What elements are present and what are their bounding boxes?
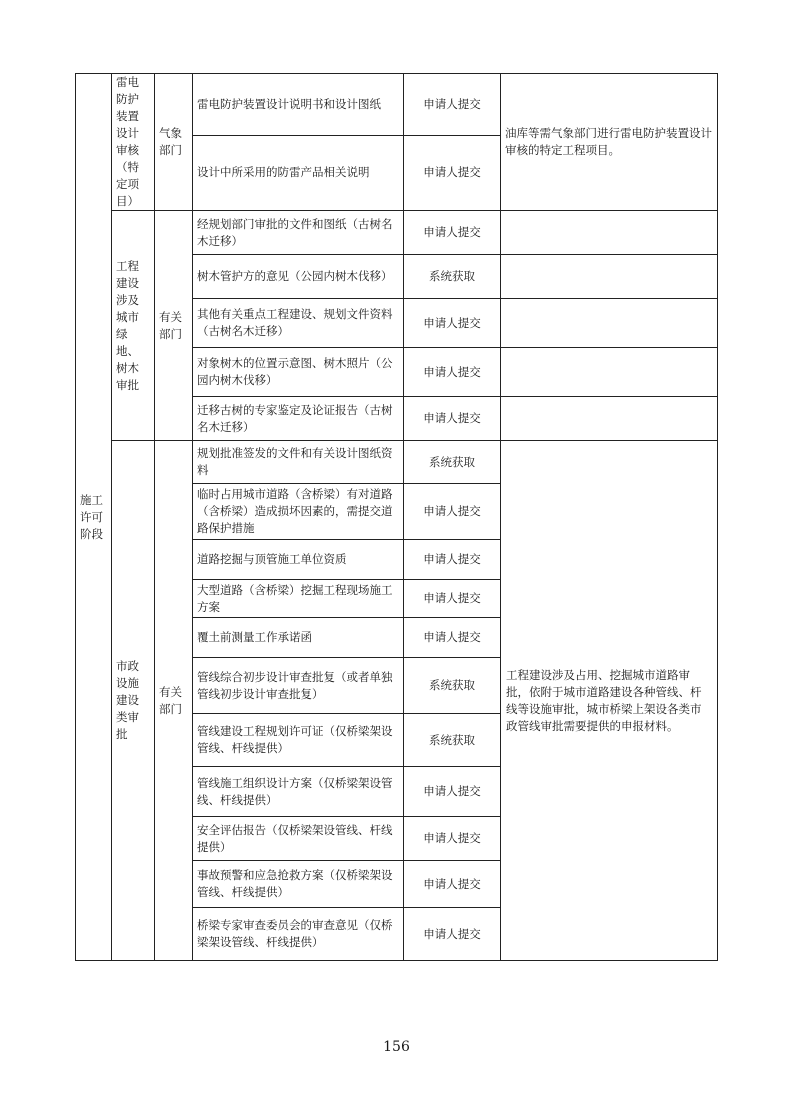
material-cell: 管线综合初步设计审查批复（或者单独管线初步设计审查批复） [193, 658, 404, 714]
source-cell: 申请人提交 [404, 74, 501, 136]
material-cell: 大型道路（含桥梁）挖掘工程现场施工方案 [193, 580, 404, 618]
source-cell: 申请人提交 [404, 540, 501, 580]
page-number: 156 [383, 1039, 410, 1055]
source-cell: 申请人提交 [404, 908, 501, 961]
department-cell: 有关部门 [155, 211, 193, 441]
source-cell: 申请人提交 [404, 348, 501, 397]
material-cell: 管线施工组织设计方案（仅桥梁架设管线、杆线提供） [193, 767, 404, 817]
department-cell: 有关部门 [155, 441, 193, 961]
source-cell: 申请人提交 [404, 135, 501, 210]
source-cell: 系统获取 [404, 658, 501, 714]
table-row [76, 211, 718, 255]
note-cell [501, 211, 718, 255]
note-cell [501, 299, 718, 348]
note-cell [501, 255, 718, 299]
source-cell: 申请人提交 [404, 767, 501, 817]
material-cell: 设计中所采用的防雷产品相关说明 [193, 135, 404, 210]
material-cell: 临时占用城市道路（含桥梁）有对道路（含桥梁）造成损坏因素的，需提交道路保护措施 [193, 484, 404, 540]
material-cell: 安全评估报告（仅桥梁架设管线、杆线提供） [193, 817, 404, 861]
source-cell: 申请人提交 [404, 484, 501, 540]
material-cell: 对象树木的位置示意图、树木照片（公园内树木伐移） [193, 348, 404, 397]
source-cell: 申请人提交 [404, 618, 501, 658]
source-cell: 申请人提交 [404, 211, 501, 255]
note-cell: 工程建设涉及占用、挖掘城市道路审批，依附于城市道路建设各种管线、杆线等设施审批，城市桥梁上架设各类市政管线审批需要提供的申报材料。 [501, 441, 718, 961]
material-cell: 覆土前测量工作承诺函 [193, 618, 404, 658]
source-cell: 申请人提交 [404, 817, 501, 861]
source-cell: 系统获取 [404, 441, 501, 484]
source-cell: 申请人提交 [404, 580, 501, 618]
material-cell: 桥梁专家审查委员会的审查意见（仅桥梁架设管线、杆线提供） [193, 908, 404, 961]
source-cell: 申请人提交 [404, 299, 501, 348]
material-cell: 其他有关重点工程建设、规划文件资料（古树名木迁移） [193, 299, 404, 348]
material-cell: 管线建设工程规划许可证（仅桥梁架设管线、杆线提供） [193, 714, 404, 767]
note-cell [501, 397, 718, 441]
category-cell: 雷电防护装置设计审核（特定项目） [112, 74, 155, 211]
material-cell: 道路挖掘与顶管施工单位资质 [193, 540, 404, 580]
materials-table [75, 73, 718, 961]
material-cell: 迁移古树的专家鉴定及论证报告（古树名木迁移） [193, 397, 404, 441]
material-cell: 规划批准签发的文件和有关设计图纸资料 [193, 441, 404, 484]
source-cell: 系统获取 [404, 255, 501, 299]
material-cell: 雷电防护装置设计说明书和设计图纸 [193, 74, 404, 136]
material-cell: 事故预警和应急抢救方案（仅桥梁架设管线、杆线提供） [193, 861, 404, 908]
stage-cell: 施工许可阶段 [76, 74, 112, 961]
note-cell: 油库等需气象部门进行雷电防护装置设计审核的特定工程项目。 [501, 74, 718, 211]
source-cell: 申请人提交 [404, 397, 501, 441]
department-cell: 气象部门 [155, 74, 193, 211]
material-cell: 树木管护方的意见（公园内树木伐移） [193, 255, 404, 299]
category-cell: 工程建设涉及城市绿地、树木审批 [112, 211, 155, 441]
note-cell [501, 348, 718, 397]
material-cell: 经规划部门审批的文件和图纸（古树名木迁移） [193, 211, 404, 255]
table-row [76, 74, 718, 136]
category-cell: 市政设施建设类审批 [112, 441, 155, 961]
source-cell: 申请人提交 [404, 861, 501, 908]
table-row [76, 441, 718, 484]
source-cell: 系统获取 [404, 714, 501, 767]
